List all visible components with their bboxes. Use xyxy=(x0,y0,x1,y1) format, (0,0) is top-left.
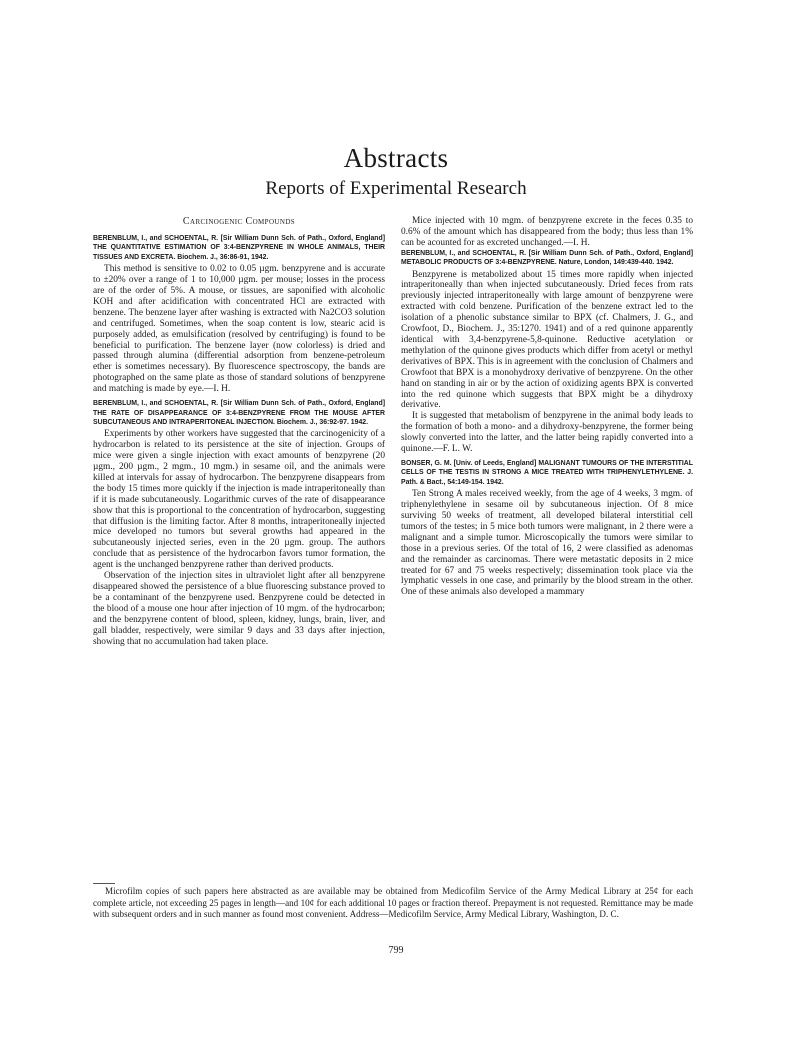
article-citation: BERENBLUM, I., and SCHOENTAL, R. [Sir William Dunn Sch. of Path., Oxford, England] THE RATE OF DISAPPEARANCE OF 3:4-BENZPYRENE FROM THE MOUSE AFTER SUBCUTANEOUS AND INTRAPERITONEAL INJECTION. Biochem. J., 36:92-97. 1942. xyxy=(93,400,385,426)
article-citation: BONSER, G. M. [Univ. of Leeds, England] MALIGNANT TUMOURS OF THE INTERSTITIAL CELLS OF THE TESTIS IN STRONG A MICE TREATED WITH TRIPHENYLETHYLENE. J. Path. & Bact., 54:149-154. 1942. xyxy=(401,459,693,486)
article-paragraph: Observation of the injection sites in ultraviolet light after all benzpyrene disappeared showed the persistence of a blue fluorescing substance proved to be a contaminant of the benzpyrene used. Benzpyrene could be detected in the blood of a mouse one hour after injection of 10 mgm. of the hydrocarbon; and the benzpyrene content of blood, spleen, kidney, lungs, brain, liver, and gall bladder, respectively, were similar 9 days and 33 days after injection, showing that no accumulation had taken place. xyxy=(93,571,385,647)
footnote xyxy=(93,886,693,921)
page-number: 799 xyxy=(388,945,404,956)
article-paragraph: Experiments by other workers have suggested that the carcinogenicity of a hydrocarbon is related to its persistence at the site of injection. Groups of mice were given a single injection with exact amounts of benzpyrene (20 µgm., 200 µgm., 2 mgm., 10 mgm.) in sesame oil, and the animals were killed at intervals for assay of hydrocarbon. The benzpyrene disappears from the body 15 times more quickly if the injection is made intraperitoneally than if it is made subcutaneously. Logarithmic curves of the rate of disappearance show that this is proportional to the concentration of hydrocarbon, suggesting that diffusion is the limiting factor. After 8 months, intraperitoneally injected mice developed no tumors but several growths had appeared in the subcutaneously injected series, even in the 20 µgm. group. The authors conclude that as persistence of the hydrocarbon favors tumor formation, the agent is the unchanged benzpyrene rather than derived products. xyxy=(93,429,385,571)
page-title: Abstracts xyxy=(343,143,449,173)
article-citation: BERENBLUM, I., and SCHOENTAL, R. [Sir William Dunn Sch. of Path., Oxford, England] METABOLIC PRODUCTS OF 3:4-BENZPYRENE. Nature, London, 149:439-440. 1942. xyxy=(401,249,693,267)
article-paragraph: This method is sensitive to 0.02 to 0.05 µgm. benzpyrene and is accurate to ±20% over a range of 1 to 10,000 µgm. per mouse; losses in the process are of the order of 5%. A mouse, or tissues, are saponified with alcoholic KOH and after acidification with concentrated HCl are extracted with benzene. The benzene layer after washing is extracted with Na2CO3 solution and centrifuged. Sometimes, when the soap content is low, stearic acid is purposely added, as emulsification (resolved by centrifuging) is found to be beneficial to purification. The benzene layer (now colorless) is dried and passed through alumina (differential adsorption from benzene-petroleum ether is sometimes necessary). By fluorescence spectroscopy, the bands are photographed on the same plate as those of standard solutions of benzpyrene and matching is made by eye.—I. H. xyxy=(93,264,385,395)
page-subtitle: Reports of Experimental Research xyxy=(265,178,527,199)
article-paragraph: It is suggested that metabolism of benzpyrene in the animal body leads to the formation of both a mono- and a dihydroxy-benzpyrene, the former being slowly converted into the latter, and the latter being rapidly converted into a quinone.—F. L. W. xyxy=(401,411,693,455)
section-heading: Carcinogenic Compounds xyxy=(182,216,296,227)
footnote-divider xyxy=(93,883,115,884)
left-column xyxy=(93,216,385,647)
article-citation: BERENBLUM, I., and SCHOENTAL, R. [Sir William Dunn Sch. of Path., Oxford, England] THE QUANTITATIVE ESTIMATION OF 3:4-BENZPYRENE IN WHOLE ANIMALS, THEIR TISSUES AND EXCRETA. Biochem. J., 36:86-91, 1942. xyxy=(93,235,385,261)
article-paragraph: Ten Strong A males received weekly, from the age of 4 weeks, 3 mgm. of triphenylethylene in sesame oil by subcutaneous injection. Of 8 mice surviving 50 weeks of treatment, all developed bilateral interstitial cell tumors of the testes; in 5 mice both tumors were malignant, in 2 there were a malignant and a simple tumor. Microscopically the tumors were similar to those in a previous series. Of the total of 16, 2 were classified as adenomas and the remainder as carcinomas. There were metastatic deposits in 2 mice treated for 67 and 75 weeks respectively; dissemination took place via the lymphatic vessels in one case, and primarily by the blood stream in the other. One of these animals also developed a mammary xyxy=(401,489,693,598)
article-paragraph: Benzpyrene is metabolized about 15 times more rapidly when injected intraperitoneally than when injected subcutaneously. Dried feces from rats previously injected intraperitoneally with large amount of benzpyrene were extracted with cold benzene. Purification of the benzene extract led to the isolation of a phenolic substance similar to BPX (cf. Chalmers, J. G., and Crowfoot, D., Biochem. J., 35:1270. 1941) and of a red quinone apparently identical with 3,4-benzpyrene-5,8-quinone. Reductive acetylation or methylation of the quinone gives products which differ from acetyl or methyl derivatives of BPX. This is in agreement with the conclusion of Chalmers and Crowfoot that BPX is a monohydroxy derivative of benzpyrene. On the other hand on standing in air or by the action of oxidizing agents BPX is converted into the red quinone which suggests that BPX might be a dihydroxy derivative. xyxy=(401,269,693,411)
article-paragraph: Mice injected with 10 mgm. of benzpyrene excrete in the feces 0.35 to 0.6% of the amount which has disappeared from the body; thus less than 1% can be acounted for as excreted unchanged.—I. H. xyxy=(401,216,693,248)
footnote-text: Microfilm copies of such papers here abstracted as are available may be obtained from Medicofilm Service of the Army Medical Library at 25¢ for each complete article, not exceeding 25 pages in length—and 10¢ for each additional 10 pages or fraction thereof. Prepayment is not requested. Remittance may be made with subsequent orders and in such manner as found most convenient. Address—Medicofilm Service, Army Medical Library, Washington, D. C. xyxy=(93,886,693,920)
right-column xyxy=(401,216,693,598)
